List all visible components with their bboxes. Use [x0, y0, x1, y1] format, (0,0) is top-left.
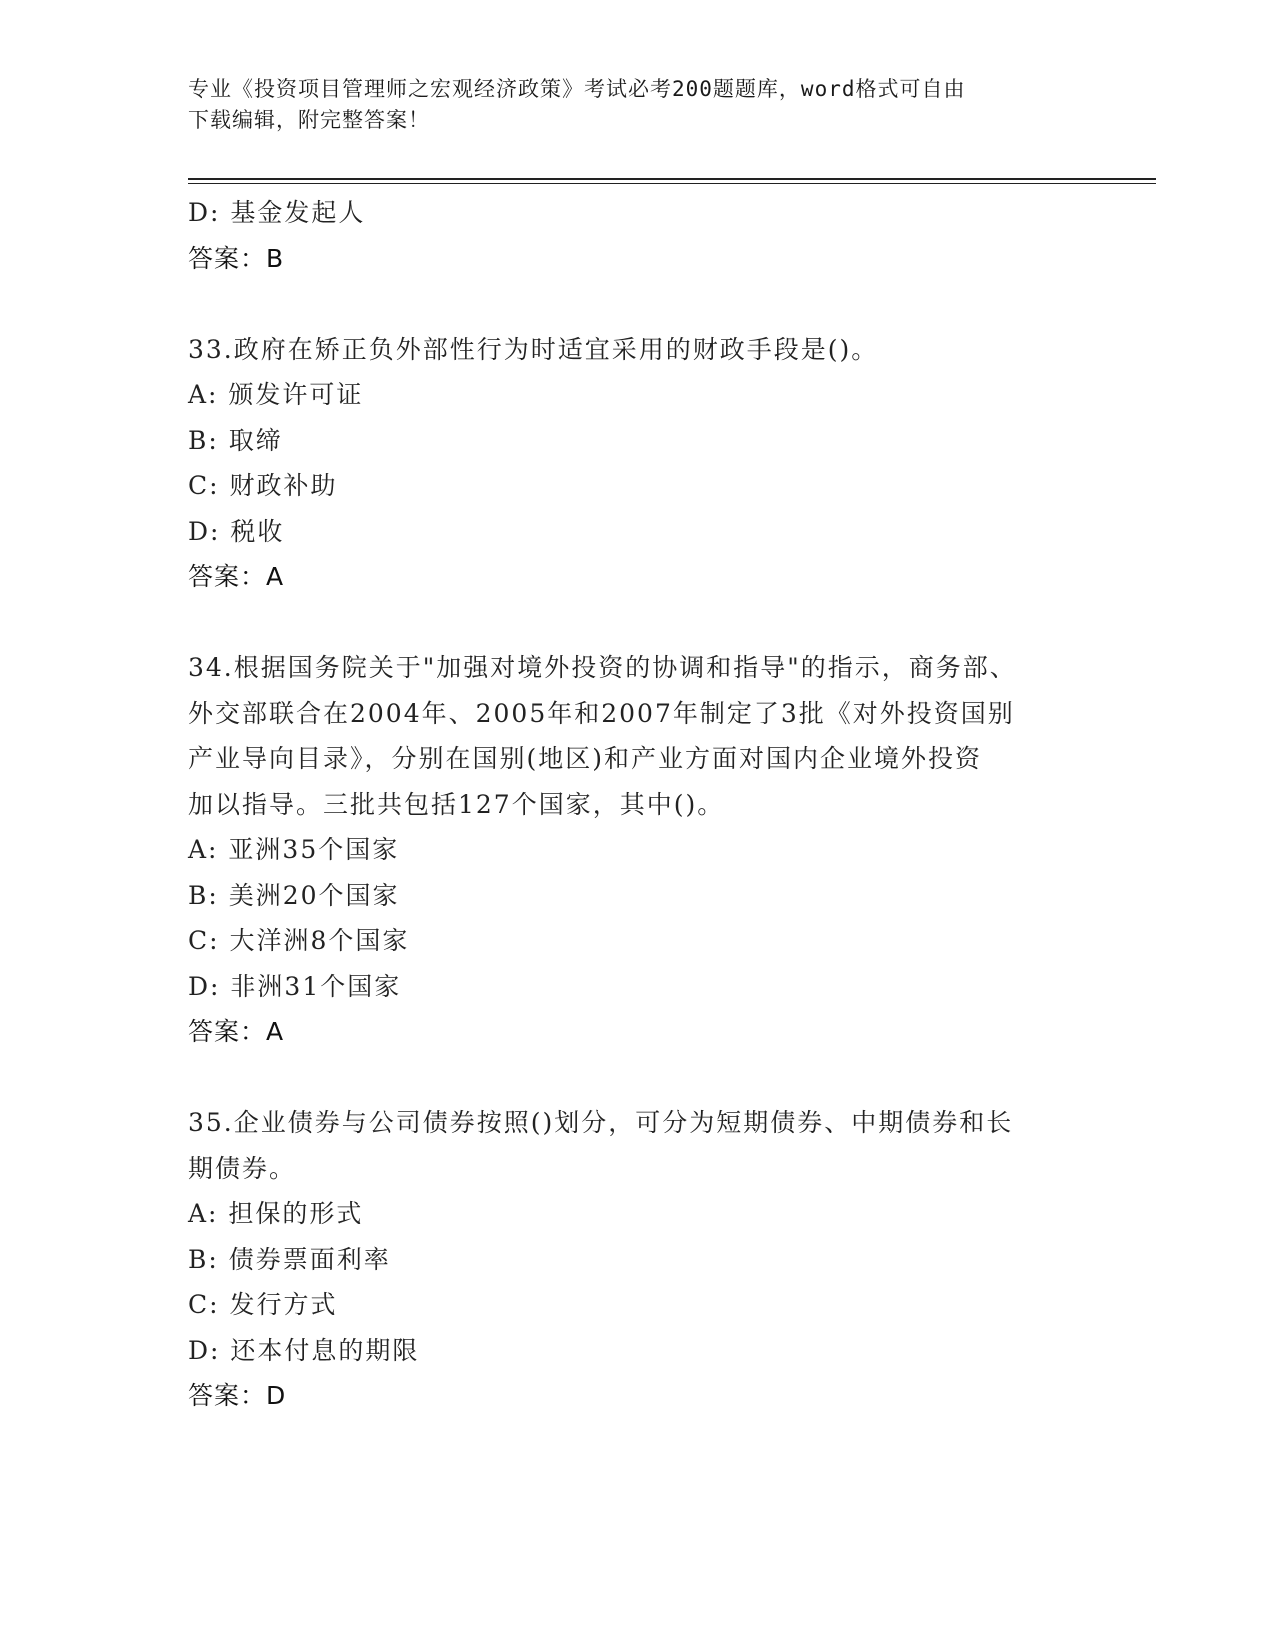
option-a: A: 亚洲35个国家: [188, 835, 400, 864]
header-divider-thick: [188, 178, 1156, 180]
answer: 答案：A: [188, 562, 285, 591]
option-c: C: 财政补助: [188, 471, 338, 500]
option-d: D: 非洲31个国家: [188, 971, 402, 1001]
option-a: A: 担保的形式: [188, 1199, 364, 1228]
answer: 答案：D: [188, 1381, 287, 1410]
option-a: A: 颁发许可证: [188, 380, 364, 409]
question-35: [188, 1100, 1088, 1419]
question-33: [188, 327, 1088, 600]
header-line-1: 专业《投资项目管理师之宏观经济政策》考试必考200题题库，word格式可自由: [188, 77, 966, 101]
option-c: C: 发行方式: [188, 1290, 338, 1319]
question-stem-line: 期债券。: [188, 1153, 297, 1183]
page-header: [188, 74, 1088, 136]
header-divider-thin: [188, 183, 1156, 184]
question-34: [188, 645, 1088, 1055]
question-stem: 33.政府在矫正负外部性行为时适宜采用的财政手段是()。: [188, 334, 879, 364]
option-b: B: 取缔: [188, 425, 283, 455]
prev-question-option-d: D: 基金发起人: [188, 198, 366, 227]
option-d: D: 税收: [188, 516, 285, 546]
header-line-2: 下载编辑，附完整答案！: [188, 108, 430, 132]
option-b: B: 债券票面利率: [188, 1244, 391, 1274]
prev-question-answer: 答案：B: [188, 243, 285, 273]
answer: 答案：A: [188, 1017, 285, 1046]
document-body: [188, 190, 1088, 1419]
question-stem-line: 34.根据国务院关于"加强对境外投资的协调和指导"的指示，商务部、: [188, 653, 1017, 682]
question-stem-line: 外交部联合在2004年、2005年和2007年制定了3批《对外投资国别: [188, 698, 1015, 728]
question-stem-line: 35.企业债券与公司债券按照()划分，可分为短期债券、中期债券和长: [188, 1108, 1014, 1137]
question-stem-line: 加以指导。三批共包括127个国家，其中()。: [188, 789, 725, 819]
option-c: C: 大洋洲8个国家: [188, 926, 410, 955]
option-b: B: 美洲20个国家: [188, 880, 400, 910]
option-d: D: 还本付息的期限: [188, 1335, 420, 1365]
question-stem-line: 产业导向目录》，分别在国别(地区)和产业方面对国内企业境外投资: [188, 744, 983, 773]
